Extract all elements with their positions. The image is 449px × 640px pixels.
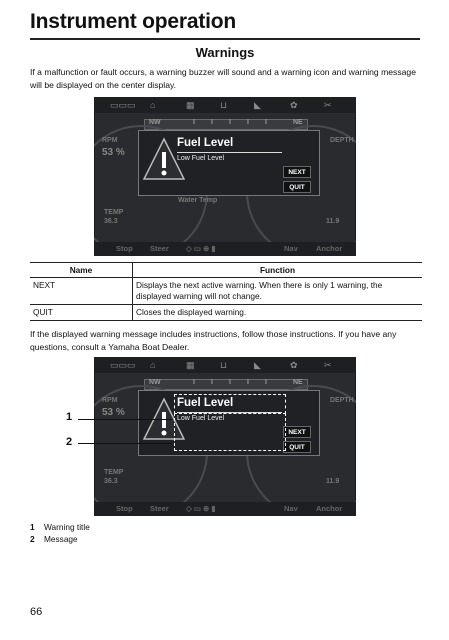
bottom-icons: ◇ ▭ ⊕ ▮ [186, 244, 216, 253]
warning-title-underline [177, 152, 282, 153]
callout-2: 2 [66, 436, 73, 448]
heading-nw: NW [149, 119, 161, 126]
rpm-label: RPM [102, 137, 118, 144]
heading-tick: I [211, 119, 213, 126]
anchor-label: Anchor [316, 244, 343, 253]
heading-bar [144, 379, 308, 390]
gauge-icon: ▦ [186, 100, 195, 110]
top-bar [94, 357, 356, 373]
legend-item [30, 522, 90, 532]
rpm-value: 53 % [102, 147, 125, 158]
warning-title: Fuel Level [177, 397, 234, 409]
display-screenshot-2 [94, 357, 356, 516]
title-rule [30, 38, 420, 40]
heading-tick: I [247, 379, 249, 386]
stop-label: Stop [116, 244, 133, 253]
table-cell-function: Closes the displayed warning. [133, 305, 423, 321]
section-heading: Warnings [195, 45, 255, 60]
depth-label: DEPTH [330, 137, 354, 144]
steer-label: Steer [150, 244, 169, 253]
top-bar [94, 97, 356, 113]
callout-1-line [78, 419, 172, 420]
table-header-function: Function [133, 263, 423, 278]
brand-icon: ▭▭▭ [110, 100, 136, 110]
table-cell-function: Displays the next active warning. When there is only 1 warning, the displayed warning will not change. [133, 278, 423, 305]
intro-paragraph: If a malfunction or fault occurs, a warning buzzer will sound and a warning icon and warning message will be displayed on the center display. [30, 67, 416, 90]
heading-ne: NE [293, 379, 303, 386]
temp-label: TEMP [104, 469, 124, 476]
temp-value: 36.3 [104, 478, 118, 485]
heading-tick: I [265, 379, 267, 386]
display-screenshot-1 [94, 97, 356, 256]
boat-icon: ◣ [254, 100, 261, 110]
heading-tick: I [193, 379, 195, 386]
gauge-icon: ▦ [186, 360, 195, 370]
heading-nw: NW [149, 379, 161, 386]
page-title: Instrument operation [30, 10, 237, 33]
warning-popup [138, 390, 320, 456]
heading-tick: I [193, 119, 195, 126]
steer-label: Steer [150, 504, 169, 513]
water-temp-label: Water Temp [178, 197, 218, 204]
bottom-icons: ◇ ▭ ⊕ ▮ [186, 504, 216, 513]
table-row [30, 305, 422, 321]
table-cell-name: NEXT [30, 278, 133, 305]
right-bottom-value: 11.9 [326, 218, 340, 225]
heading-tick: I [211, 379, 213, 386]
table-header-name: Name [30, 263, 133, 278]
gear-icon: ✿ [290, 360, 298, 370]
callout-2-line [78, 443, 172, 444]
rpm-label: RPM [102, 397, 118, 404]
legend-item [30, 534, 78, 544]
boat-icon: ◣ [254, 360, 261, 370]
instruction-paragraph: If the displayed warning message includes instructions, follow those instructions. If you have any questions, consult a Yamaha Boat Dealer. [30, 329, 397, 352]
nav-label: Nav [284, 244, 298, 253]
bottom-bar [94, 502, 356, 516]
next-button[interactable]: NEXT [283, 426, 311, 438]
function-table [30, 262, 422, 321]
seat-icon: ⊔ [220, 100, 228, 110]
legend-number: 2 [30, 534, 35, 544]
heading-tick: I [229, 119, 231, 126]
temp-value: 36.3 [104, 218, 118, 225]
warning-title: Fuel Level [177, 137, 234, 149]
table-row [30, 278, 422, 305]
stop-label: Stop [116, 504, 133, 513]
legend-number: 1 [30, 522, 35, 532]
table-cell-name: QUIT [30, 305, 133, 321]
legend-label: Message [44, 534, 78, 544]
rpm-value: 53 % [102, 407, 125, 418]
heading-tick: I [247, 119, 249, 126]
gear-icon: ✿ [290, 100, 298, 110]
next-button[interactable]: NEXT [283, 166, 311, 178]
home-icon: ⌂ [150, 100, 156, 110]
warning-message: Low Fuel Level [177, 415, 225, 422]
heading-tick: I [229, 379, 231, 386]
legend-label: Warning title [44, 522, 90, 532]
heading-bar [144, 119, 308, 130]
message-highlight-box [174, 413, 286, 451]
temp-label: TEMP [104, 209, 124, 216]
brand-icon: ▭▭▭ [110, 360, 136, 370]
tools-icon: ✂ [324, 360, 332, 370]
title-highlight-box [174, 394, 286, 414]
heading-ne: NE [293, 119, 303, 126]
home-icon: ⌂ [150, 360, 156, 370]
callout-1: 1 [66, 411, 73, 423]
tools-icon: ✂ [324, 100, 332, 110]
right-bottom-value: 11.9 [326, 478, 340, 485]
warning-popup [138, 130, 320, 196]
depth-label: DEPTH [330, 397, 354, 404]
quit-button[interactable]: QUIT [283, 441, 311, 453]
nav-label: Nav [284, 504, 298, 513]
anchor-label: Anchor [316, 504, 343, 513]
page-number: 66 [30, 606, 43, 618]
quit-button[interactable]: QUIT [283, 181, 311, 193]
heading-tick: I [265, 119, 267, 126]
seat-icon: ⊔ [220, 360, 228, 370]
warning-message: Low Fuel Level [177, 155, 225, 162]
bottom-bar [94, 242, 356, 256]
